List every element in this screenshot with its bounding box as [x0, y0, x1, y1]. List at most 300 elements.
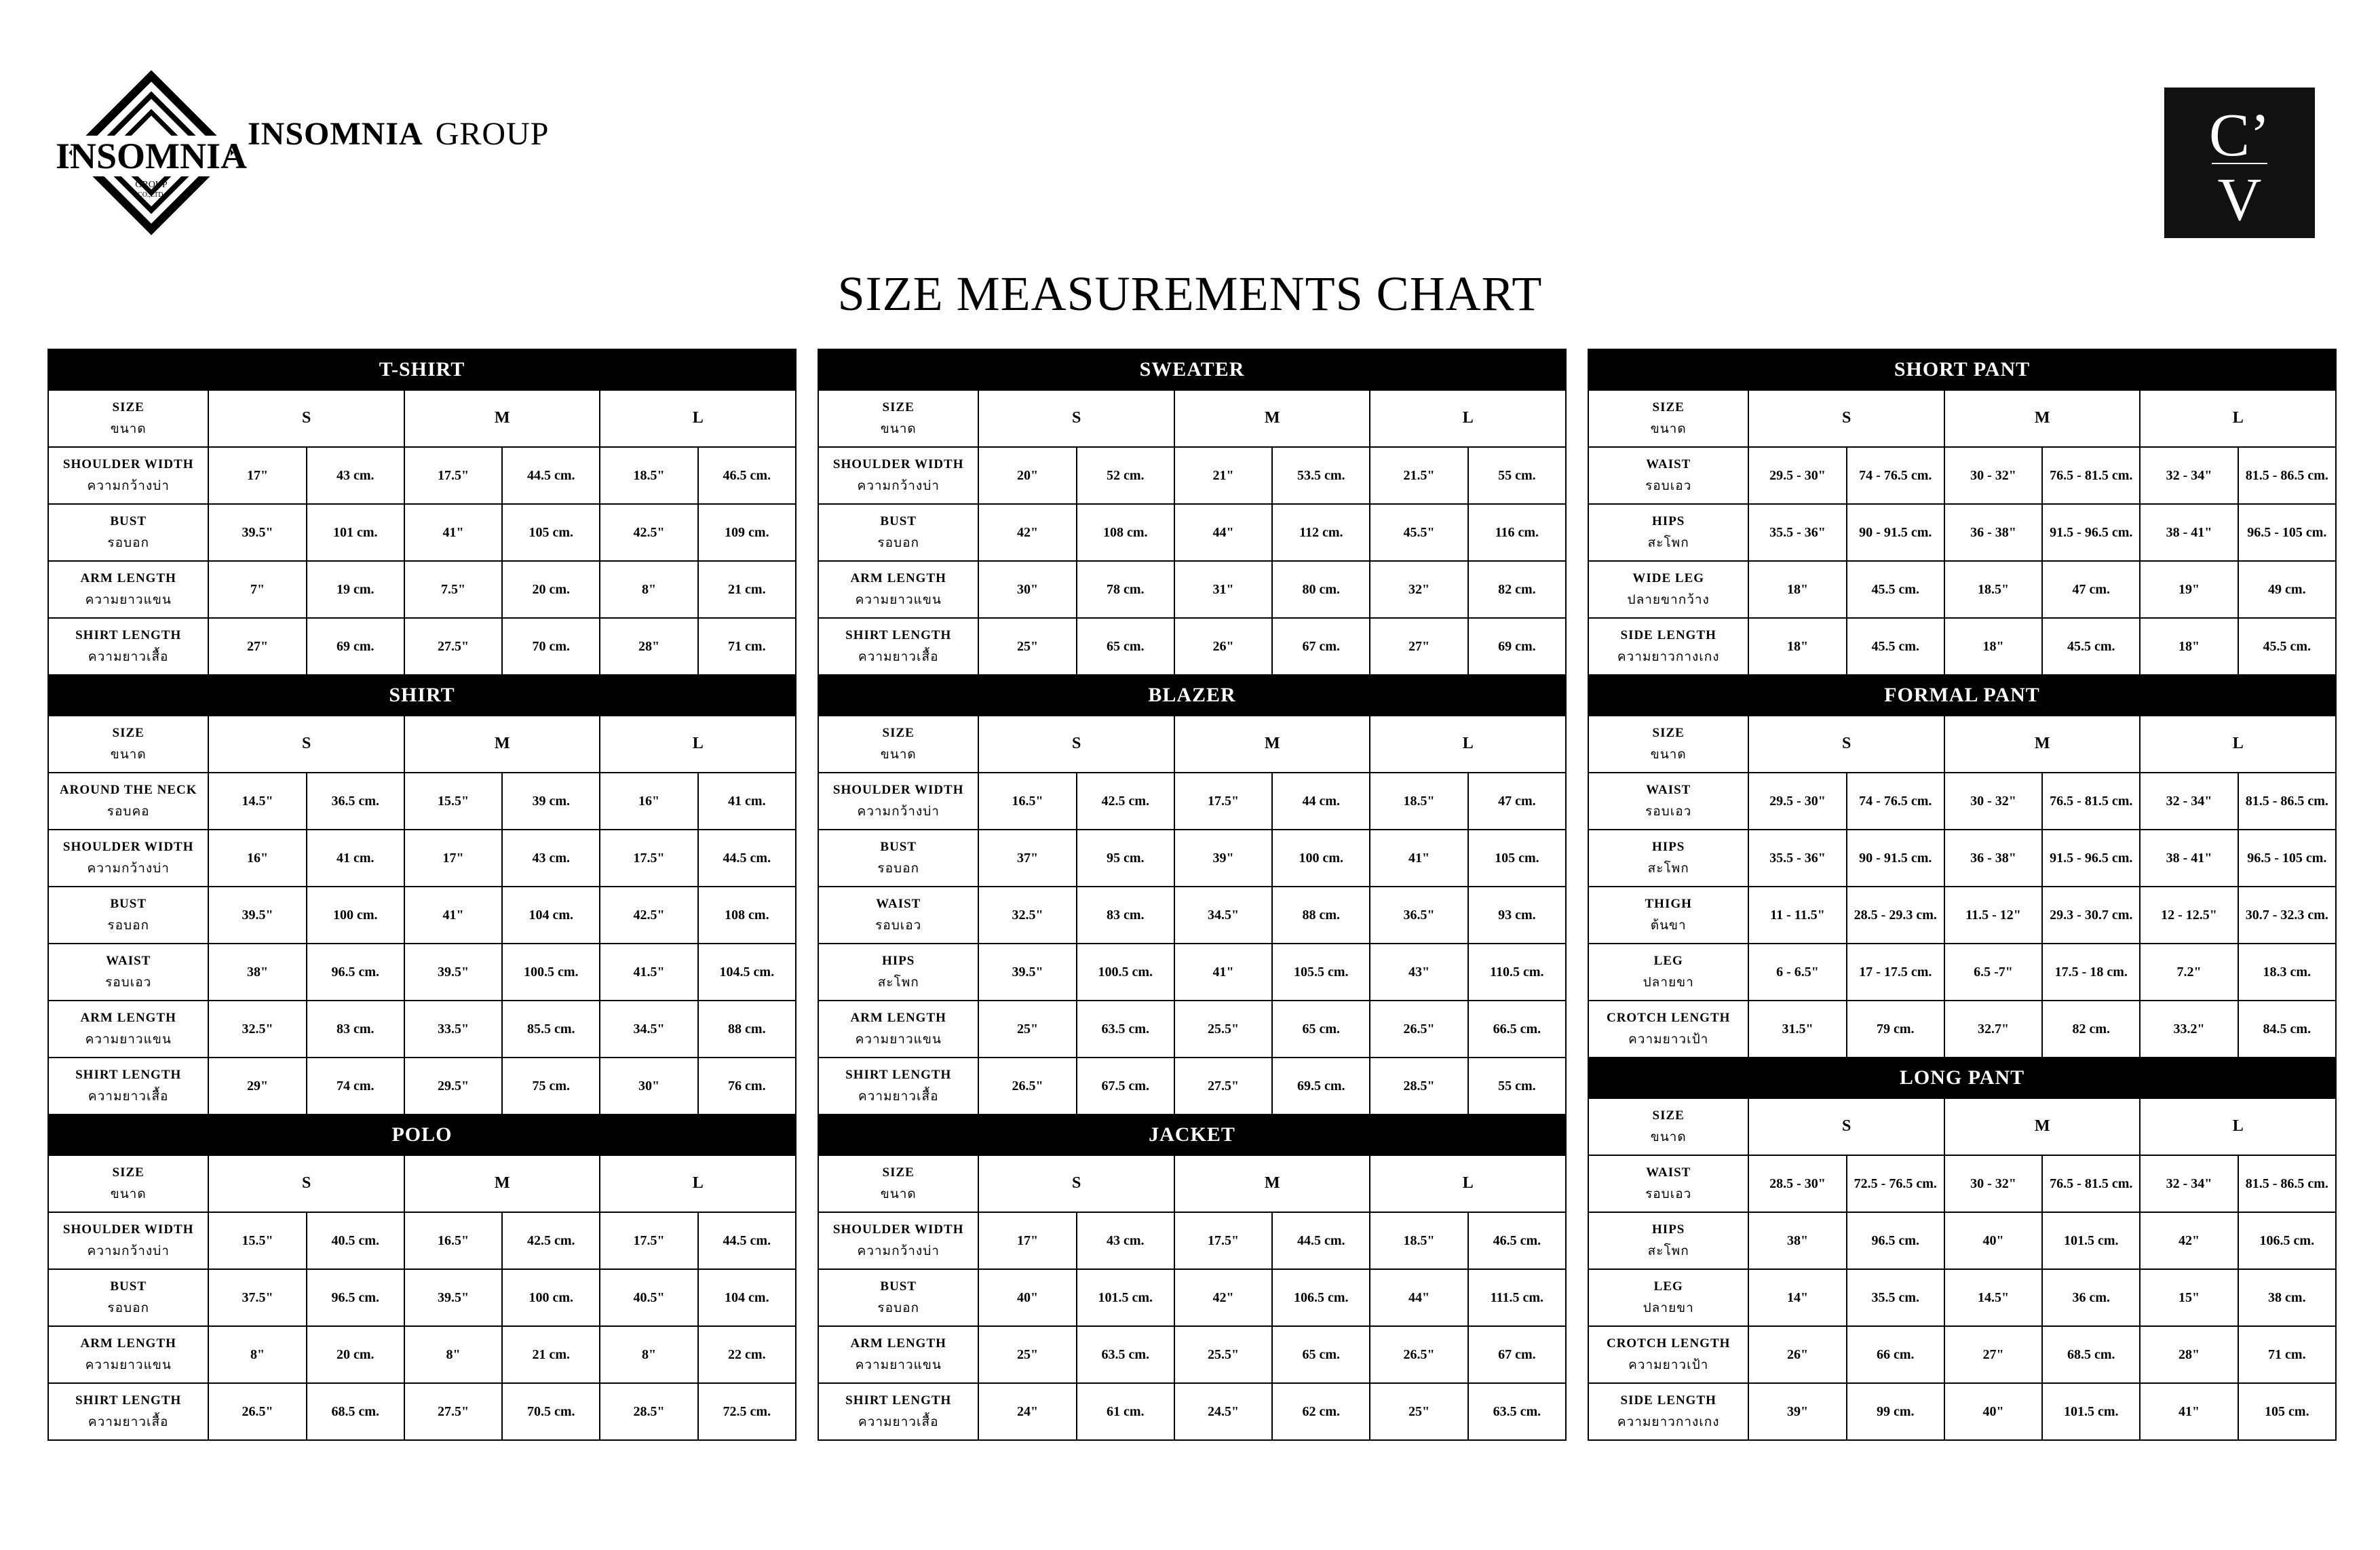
- measurement-row: [818, 561, 1566, 618]
- measurement-label-thai: ความยาวเป้า: [1628, 1358, 1709, 1372]
- measurement-label-cell: [1588, 1383, 1748, 1440]
- measurement-value: 45.5": [1370, 504, 1467, 561]
- measurement-value: 46.5 cm.: [698, 447, 796, 504]
- measurement-value: 14": [1748, 1269, 1846, 1326]
- measurement-label-cell: [48, 1212, 208, 1269]
- size-header: S: [1748, 716, 1944, 773]
- measurement-value: 8": [600, 561, 697, 618]
- insomnia-logo: [55, 68, 248, 237]
- measurement-value: 29": [208, 1058, 306, 1115]
- measurement-value: 39": [1174, 830, 1272, 887]
- measurement-value: 24.5": [1174, 1383, 1272, 1440]
- measurement-value: 66 cm.: [1847, 1326, 1944, 1383]
- measurement-label: LEG: [1653, 954, 1683, 969]
- measurement-value: 29.5 - 30": [1748, 447, 1846, 504]
- measurement-value: 29.5 - 30": [1748, 773, 1846, 830]
- measurement-row: [1588, 1269, 2336, 1326]
- measurement-row: [1588, 447, 2336, 504]
- measurement-label: BUST: [110, 514, 147, 529]
- measurement-value: 18": [1748, 618, 1846, 675]
- measurement-label: SHIRT LENGTH: [845, 1393, 952, 1408]
- measurement-label-thai: ความกว้างบ่า: [87, 479, 170, 493]
- measurement-value: 41.5": [600, 944, 697, 1001]
- measurement-value: 16.5": [978, 773, 1076, 830]
- section-header: [1588, 1058, 2336, 1098]
- measurement-value: 42.5 cm.: [1077, 773, 1174, 830]
- size-header: M: [1174, 390, 1370, 447]
- measurement-row: [48, 830, 796, 887]
- measurement-value: 111.5 cm.: [1468, 1269, 1566, 1326]
- measurement-value: 16": [600, 773, 697, 830]
- size-label: SIZE: [1652, 726, 1685, 741]
- measurement-label-cell: [818, 887, 978, 944]
- measurement-value: 105 cm.: [1468, 830, 1566, 887]
- measurement-value: 80 cm.: [1272, 561, 1370, 618]
- measurement-value: 95 cm.: [1077, 830, 1174, 887]
- size-header: S: [208, 1155, 404, 1212]
- measurement-label: BUST: [110, 1279, 147, 1294]
- measurement-label-cell: [818, 944, 978, 1001]
- measurement-value: 106.5 cm.: [2238, 1212, 2336, 1269]
- measurement-value: 44": [1370, 1269, 1467, 1326]
- measurement-value: 91.5 - 96.5 cm.: [2042, 504, 2140, 561]
- size-label-cell: [48, 1155, 208, 1212]
- size-header: L: [2140, 390, 2336, 447]
- measurement-row: [48, 944, 796, 1001]
- measurement-value: 17": [208, 447, 306, 504]
- measurement-value: 29.3 - 30.7 cm.: [2042, 887, 2140, 944]
- size-row: [818, 390, 1566, 447]
- measurement-value: 47 cm.: [1468, 773, 1566, 830]
- measurement-row: [818, 1269, 1566, 1326]
- measurement-value: 96.5 cm.: [307, 1269, 404, 1326]
- size-label-cell: [818, 716, 978, 773]
- size-label-cell: [48, 390, 208, 447]
- size-header: S: [1748, 1098, 1944, 1155]
- measurement-value: 41 cm.: [698, 773, 796, 830]
- measurement-row: [1588, 887, 2336, 944]
- measurement-value: 26": [1174, 618, 1272, 675]
- measurement-value: 27": [1944, 1326, 2042, 1383]
- section-header: [48, 349, 796, 390]
- measurement-value: 26.5": [1370, 1326, 1467, 1383]
- measurement-value: 20 cm.: [502, 561, 600, 618]
- measurement-label: HIPS: [882, 954, 915, 969]
- measurement-label-cell: [48, 447, 208, 504]
- measurement-value: 34.5": [600, 1001, 697, 1058]
- section-header: [1588, 675, 2336, 716]
- measurement-value: 32 - 34": [2140, 447, 2238, 504]
- measurement-row: [1588, 1001, 2336, 1058]
- measurement-value: 78 cm.: [1077, 561, 1174, 618]
- measurement-value: 49 cm.: [2238, 561, 2336, 618]
- measurement-label-thai: สะโพก: [1647, 1244, 1689, 1258]
- size-label: SIZE: [1652, 1108, 1685, 1123]
- size-header: S: [978, 1155, 1174, 1212]
- measurement-label: BUST: [880, 840, 917, 855]
- section-header: [1588, 349, 2336, 390]
- measurement-row: [818, 618, 1566, 675]
- measurement-row: [48, 1326, 796, 1383]
- measurement-value: 18": [1944, 618, 2042, 675]
- measurement-value: 70.5 cm.: [502, 1383, 600, 1440]
- measurement-row: [1588, 773, 2336, 830]
- size-header: L: [1370, 716, 1566, 773]
- measurement-row: [1588, 1155, 2336, 1212]
- measurement-row: [1588, 561, 2336, 618]
- measurement-row: [48, 1001, 796, 1058]
- measurement-value: 63.5 cm.: [1468, 1383, 1566, 1440]
- size-label-cell: [1588, 716, 1748, 773]
- measurement-value: 104 cm.: [698, 1269, 796, 1326]
- measurement-label-thai: ความยาวกางเกง: [1617, 650, 1720, 664]
- size-row: [818, 716, 1566, 773]
- measurement-value: 100 cm.: [502, 1269, 600, 1326]
- measurement-label-thai: รอบเอว: [1645, 1187, 1692, 1201]
- measurement-value: 38": [1748, 1212, 1846, 1269]
- measurement-value: 25": [978, 1326, 1076, 1383]
- measurement-value: 83 cm.: [307, 1001, 404, 1058]
- measurement-value: 112 cm.: [1272, 504, 1370, 561]
- measurement-value: 17.5": [600, 1212, 697, 1269]
- section-header: [818, 675, 1566, 716]
- measurement-label-thai: ความยาวแขน: [85, 1032, 172, 1047]
- measurement-value: 17": [978, 1212, 1076, 1269]
- section-title: SHORT PANT: [1588, 349, 2336, 390]
- measurement-label: HIPS: [1652, 840, 1685, 855]
- measurement-label: ARM LENGTH: [850, 1011, 946, 1026]
- measurement-label-thai: ความยาวกางเกง: [1617, 1415, 1720, 1429]
- measurement-value: 82 cm.: [1468, 561, 1566, 618]
- section-title: FORMAL PANT: [1588, 675, 2336, 716]
- size-label: SIZE: [882, 726, 915, 741]
- measurement-row: [1588, 944, 2336, 1001]
- measurement-label: SIDE LENGTH: [1620, 1393, 1716, 1408]
- measurement-label-thai: ความยาวแขน: [855, 1358, 942, 1372]
- measurement-value: 36 - 38": [1944, 504, 2042, 561]
- measurement-value: 34.5": [1174, 887, 1272, 944]
- measurement-value: 7.2": [2140, 944, 2238, 1001]
- measurement-label-thai: ความยาวแขน: [85, 593, 172, 607]
- measurement-value: 83 cm.: [1077, 887, 1174, 944]
- measurement-value: 6.5 -7": [1944, 944, 2042, 1001]
- measurement-row: [1588, 1383, 2336, 1440]
- measurement-value: 105.5 cm.: [1272, 944, 1370, 1001]
- measurement-label-cell: [48, 504, 208, 561]
- measurement-row: [1588, 1326, 2336, 1383]
- measurement-value: 41": [404, 887, 502, 944]
- svg-text:C’: C’: [2209, 102, 2270, 169]
- measurement-label-thai: ความกว้างบ่า: [857, 479, 940, 493]
- measurement-label: HIPS: [1652, 1222, 1685, 1237]
- measurement-row: [48, 1383, 796, 1440]
- measurement-value: 27.5": [404, 1383, 502, 1440]
- section-title: BLAZER: [818, 675, 1566, 716]
- measurement-value: 7.5": [404, 561, 502, 618]
- size-label-thai: ขนาด: [110, 748, 147, 762]
- measurement-value: 44.5 cm.: [698, 830, 796, 887]
- measurement-value: 39.5": [208, 887, 306, 944]
- measurement-value: 88 cm.: [1272, 887, 1370, 944]
- measurement-label-cell: [48, 1001, 208, 1058]
- size-header: M: [404, 390, 600, 447]
- size-label-thai: ขนาด: [110, 422, 147, 436]
- measurement-label: SHOULDER WIDTH: [832, 457, 964, 472]
- measurement-value: 90 - 91.5 cm.: [1847, 830, 1944, 887]
- svg-text:V: V: [2217, 166, 2262, 233]
- measurement-label-thai: ความยาวเสื้อ: [858, 1415, 939, 1429]
- measurement-value: 30": [978, 561, 1076, 618]
- measurement-value: 27": [1370, 618, 1467, 675]
- measurement-value: 90 - 91.5 cm.: [1847, 504, 1944, 561]
- size-label-cell: [818, 390, 978, 447]
- measurement-label: SHOULDER WIDTH: [832, 783, 964, 798]
- section-title: LONG PANT: [1588, 1058, 2336, 1098]
- measurement-value: 8": [208, 1326, 306, 1383]
- measurement-value: 27.5": [404, 618, 502, 675]
- measurement-value: 44.5 cm.: [502, 447, 600, 504]
- measurement-label: SHOULDER WIDTH: [832, 1222, 964, 1237]
- measurement-value: 106.5 cm.: [1272, 1269, 1370, 1326]
- measurement-row: [818, 1326, 1566, 1383]
- measurement-label: BUST: [880, 1279, 917, 1294]
- measurement-label-thai: สะโพก: [1647, 536, 1689, 550]
- measurement-label: CROTCH LENGTH: [1606, 1336, 1731, 1351]
- measurement-row: [818, 773, 1566, 830]
- measurement-label-thai: รอบเอว: [1645, 479, 1692, 493]
- measurement-value: 55 cm.: [1468, 447, 1566, 504]
- measurement-label-thai: ความยาวเสื้อ: [88, 1089, 169, 1104]
- size-label-thai: ขนาด: [1650, 748, 1687, 762]
- size-label-cell: [1588, 390, 1748, 447]
- measurement-label-cell: [818, 1001, 978, 1058]
- measurement-label-thai: รอบอก: [877, 1301, 919, 1315]
- measurement-value: 53.5 cm.: [1272, 447, 1370, 504]
- measurement-label-cell: [818, 773, 978, 830]
- measurement-label-cell: [818, 1269, 978, 1326]
- measurement-value: 100 cm.: [307, 887, 404, 944]
- measurement-label: WAIST: [1646, 1165, 1691, 1180]
- measurement-value: 32 - 34": [2140, 773, 2238, 830]
- measurement-value: 76.5 - 81.5 cm.: [2042, 773, 2140, 830]
- measurement-label: THIGH: [1645, 897, 1692, 912]
- measurement-label-cell: [1588, 944, 1748, 1001]
- measurement-label-thai: ปลายขา: [1643, 1301, 1694, 1315]
- measurement-value: 61 cm.: [1077, 1383, 1174, 1440]
- measurement-value: 17.5": [404, 447, 502, 504]
- measurement-label-thai: ความกว้างบ่า: [87, 861, 170, 876]
- measurement-value: 46.5 cm.: [1468, 1212, 1566, 1269]
- measurement-value: 44.5 cm.: [698, 1212, 796, 1269]
- measurement-value: 101 cm.: [307, 504, 404, 561]
- measurement-value: 101.5 cm.: [1077, 1269, 1174, 1326]
- measurement-label: WAIST: [1646, 783, 1691, 798]
- measurement-value: 11.5 - 12": [1944, 887, 2042, 944]
- measurement-value: 30.7 - 32.3 cm.: [2238, 887, 2336, 944]
- measurement-label-thai: ความยาวแขน: [855, 1032, 942, 1047]
- measurement-label: ARM LENGTH: [80, 1336, 176, 1351]
- svg-text:GROUP: GROUP: [135, 180, 168, 190]
- measurement-label-cell: [1588, 1269, 1748, 1326]
- measurement-value: 93 cm.: [1468, 887, 1566, 944]
- measurement-value: 39": [1748, 1383, 1846, 1440]
- measurement-value: 36 cm.: [2042, 1269, 2140, 1326]
- measurement-value: 104 cm.: [502, 887, 600, 944]
- measurement-value: 99 cm.: [1847, 1383, 1944, 1440]
- measurement-value: 17.5": [1174, 773, 1272, 830]
- measurement-row: [1588, 830, 2336, 887]
- size-header: L: [600, 390, 796, 447]
- size-table: [1588, 349, 2337, 1441]
- measurement-value: 72.5 cm.: [698, 1383, 796, 1440]
- measurement-label-cell: [1588, 1155, 1748, 1212]
- measurement-label: ARM LENGTH: [850, 571, 946, 586]
- measurement-value: 44": [1174, 504, 1272, 561]
- size-label-cell: [818, 1155, 978, 1212]
- measurement-value: 41": [1370, 830, 1467, 887]
- size-header: M: [404, 1155, 600, 1212]
- measurement-value: 28": [600, 618, 697, 675]
- measurement-value: 25.5": [1174, 1326, 1272, 1383]
- measurement-value: 74 cm.: [307, 1058, 404, 1115]
- measurement-value: 21.5": [1370, 447, 1467, 504]
- measurement-value: 85.5 cm.: [502, 1001, 600, 1058]
- section-title: SHIRT: [48, 675, 796, 716]
- measurement-value: 96.5 - 105 cm.: [2238, 504, 2336, 561]
- measurement-value: 79 cm.: [1847, 1001, 1944, 1058]
- measurement-value: 16.5": [404, 1212, 502, 1269]
- measurement-value: 62 cm.: [1272, 1383, 1370, 1440]
- size-header: L: [2140, 716, 2336, 773]
- size-label-thai: ขนาด: [880, 1187, 917, 1201]
- measurement-value: 27.5": [1174, 1058, 1272, 1115]
- size-header: L: [600, 1155, 796, 1212]
- measurement-value: 21": [1174, 447, 1272, 504]
- size-label-thai: ขนาด: [880, 748, 917, 762]
- measurement-row: [48, 773, 796, 830]
- measurement-label-cell: [48, 561, 208, 618]
- size-header: M: [1944, 716, 2141, 773]
- measurement-label-cell: [818, 1212, 978, 1269]
- size-row: [1588, 1098, 2336, 1155]
- measurement-value: 7": [208, 561, 306, 618]
- measurement-label-thai: ปลายขา: [1643, 975, 1694, 990]
- measurement-value: 47 cm.: [2042, 561, 2140, 618]
- measurement-value: 100.5 cm.: [1077, 944, 1174, 1001]
- measurement-value: 40": [1944, 1383, 2042, 1440]
- page-title: SIZE MEASUREMENTS CHART: [837, 267, 1543, 321]
- measurement-label-thai: ความยาวแขน: [85, 1358, 172, 1372]
- measurement-value: 39.5": [978, 944, 1076, 1001]
- measurement-value: 14.5": [1944, 1269, 2042, 1326]
- size-label-thai: ขนาด: [1650, 1130, 1687, 1144]
- measurement-value: 17 - 17.5 cm.: [1847, 944, 1944, 1001]
- measurement-value: 42.5": [600, 887, 697, 944]
- measurement-value: 41": [404, 504, 502, 561]
- measurement-value: 33.5": [404, 1001, 502, 1058]
- measurement-value: 41": [1174, 944, 1272, 1001]
- measurement-label-thai: รอบอก: [877, 861, 919, 876]
- measurement-value: 91.5 - 96.5 cm.: [2042, 830, 2140, 887]
- measurement-row: [48, 1269, 796, 1326]
- measurement-label-cell: [48, 1326, 208, 1383]
- measurement-value: 88 cm.: [698, 1001, 796, 1058]
- measurement-value: 30 - 32": [1944, 447, 2042, 504]
- measurement-value: 81.5 - 86.5 cm.: [2238, 1155, 2336, 1212]
- column-left: [47, 349, 796, 1441]
- column-right: [1588, 349, 2337, 1441]
- measurement-label-thai: ความยาวแขน: [855, 593, 942, 607]
- measurement-label-thai: รอบเอว: [105, 975, 152, 990]
- measurement-value: 84.5 cm.: [2238, 1001, 2336, 1058]
- measurement-value: 45.5 cm.: [1847, 618, 1944, 675]
- measurement-label-cell: [48, 773, 208, 830]
- measurement-value: 8": [600, 1326, 697, 1383]
- measurement-value: 43": [1370, 944, 1467, 1001]
- measurement-value: 101.5 cm.: [2042, 1383, 2140, 1440]
- measurement-label-cell: [48, 1269, 208, 1326]
- measurement-value: 39.5": [404, 944, 502, 1001]
- measurement-value: 30 - 32": [1944, 773, 2042, 830]
- section-title: T-SHIRT: [48, 349, 796, 390]
- measurement-label-thai: ความยาวเสื้อ: [858, 1089, 939, 1104]
- measurement-value: 39.5": [208, 504, 306, 561]
- measurement-value: 110.5 cm.: [1468, 944, 1566, 1001]
- measurement-value: 19": [2140, 561, 2238, 618]
- measurement-value: 39 cm.: [502, 773, 600, 830]
- measurement-value: 21 cm.: [698, 561, 796, 618]
- measurement-value: 28.5": [600, 1383, 697, 1440]
- size-header: M: [404, 716, 600, 773]
- measurement-value: 109 cm.: [698, 504, 796, 561]
- measurement-value: 37.5": [208, 1269, 306, 1326]
- measurement-label-thai: สะโพก: [877, 975, 919, 990]
- measurement-row: [48, 1212, 796, 1269]
- measurement-value: 45.5 cm.: [2042, 618, 2140, 675]
- measurement-label: SHIRT LENGTH: [845, 628, 952, 643]
- measurement-value: 14.5": [208, 773, 306, 830]
- measurement-label-thai: ความกว้างบ่า: [87, 1244, 170, 1258]
- measurement-label-cell: [818, 504, 978, 561]
- measurement-value: 68.5 cm.: [307, 1383, 404, 1440]
- measurement-label-cell: [48, 618, 208, 675]
- measurement-label-thai: ความยาวเสื้อ: [88, 650, 169, 664]
- measurement-label: ARM LENGTH: [80, 1011, 176, 1026]
- section-title: SWEATER: [818, 349, 1566, 390]
- size-label: SIZE: [112, 400, 145, 415]
- measurement-label-cell: [1588, 887, 1748, 944]
- measurement-value: 31": [1174, 561, 1272, 618]
- measurement-value: 105 cm.: [502, 504, 600, 561]
- measurement-value: 20": [978, 447, 1076, 504]
- measurement-value: 67 cm.: [1468, 1326, 1566, 1383]
- measurement-value: 76.5 - 81.5 cm.: [2042, 1155, 2140, 1212]
- measurement-value: 19 cm.: [307, 561, 404, 618]
- measurement-value: 96.5 - 105 cm.: [2238, 830, 2336, 887]
- measurement-value: 32 - 34": [2140, 1155, 2238, 1212]
- measurement-label-thai: ต้นขา: [1650, 918, 1687, 933]
- measurement-value: 67.5 cm.: [1077, 1058, 1174, 1115]
- measurement-value: 76.5 - 81.5 cm.: [2042, 447, 2140, 504]
- measurement-label-cell: [48, 944, 208, 1001]
- measurement-value: 26.5": [1370, 1001, 1467, 1058]
- section-header: [818, 349, 1566, 390]
- size-row: [1588, 390, 2336, 447]
- measurement-value: 21 cm.: [502, 1326, 600, 1383]
- measurement-label: BUST: [110, 897, 147, 912]
- measurement-value: 45.5 cm.: [1847, 561, 1944, 618]
- size-row: [48, 716, 796, 773]
